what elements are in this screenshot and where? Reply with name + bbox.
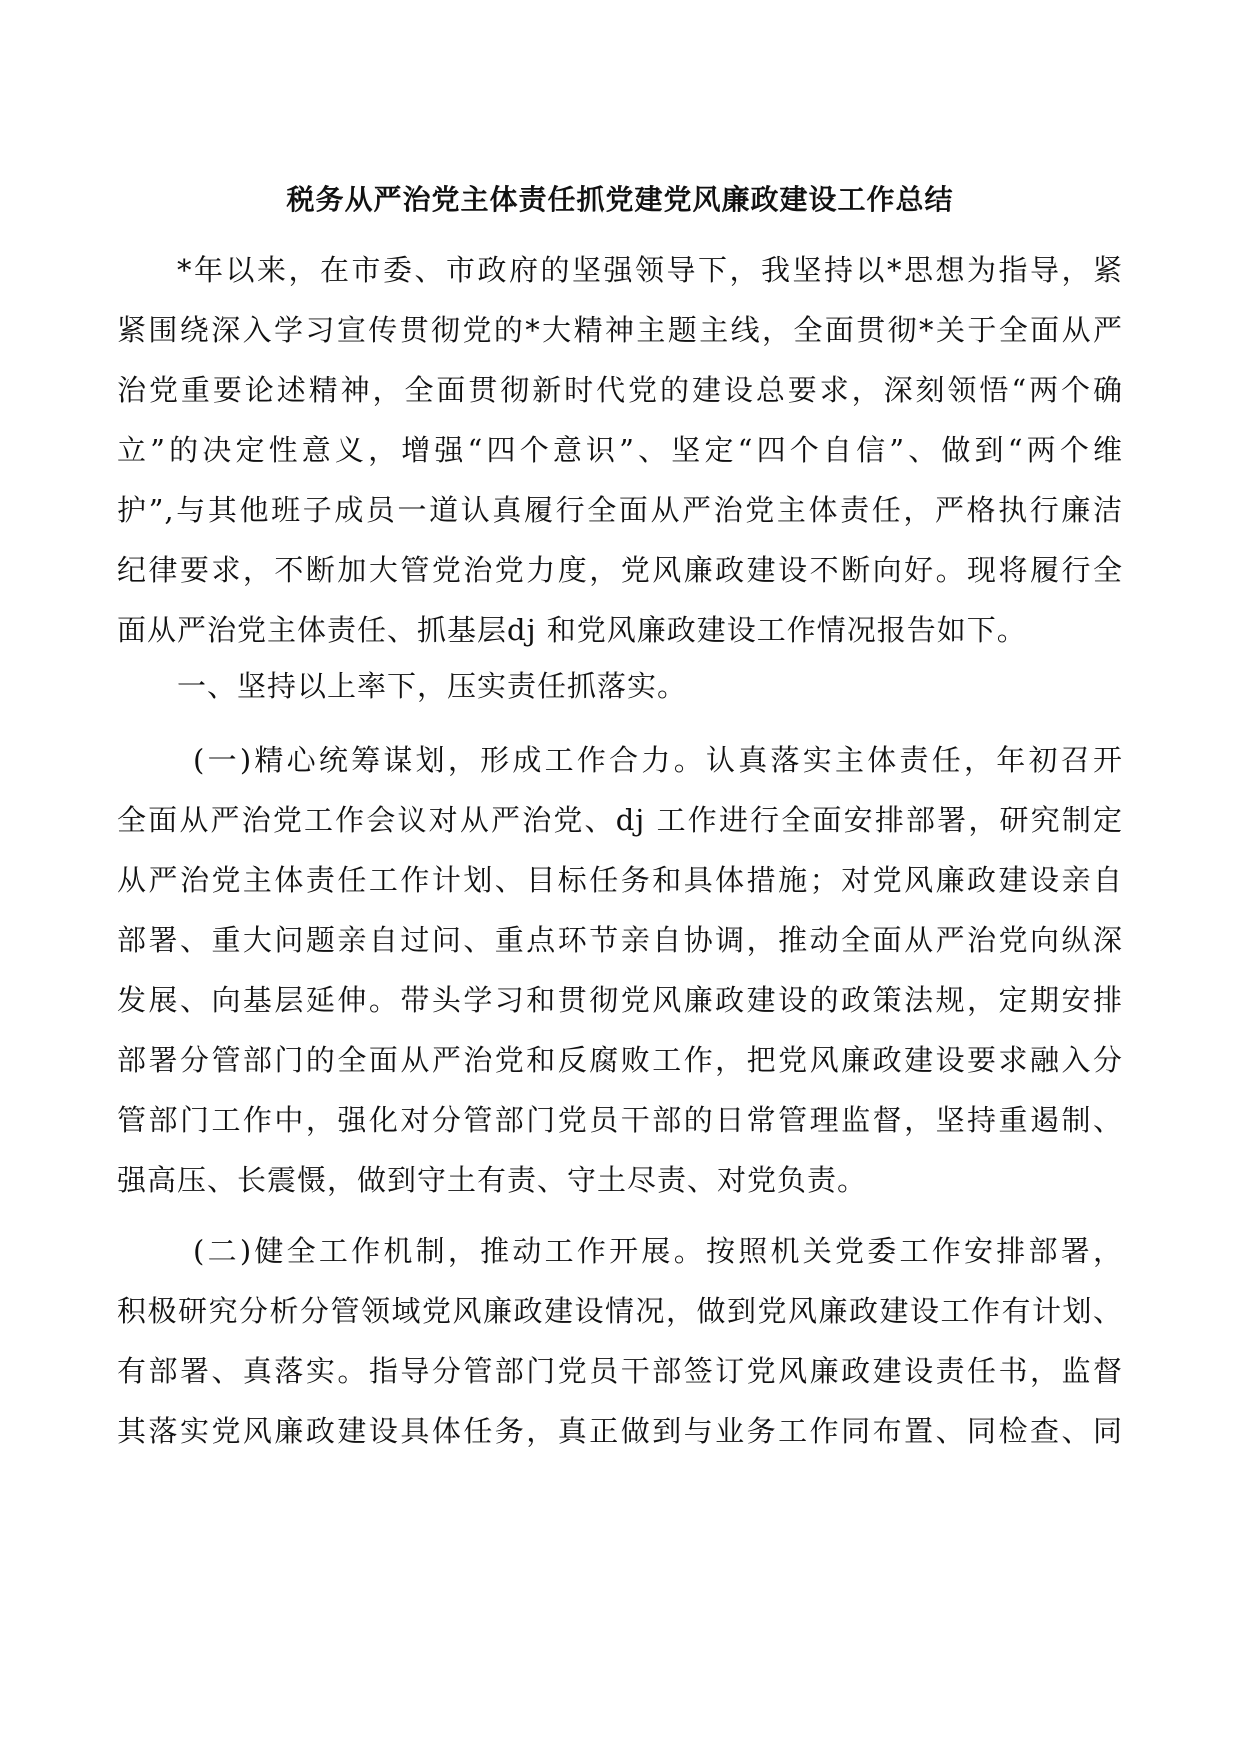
paragraph-subsection-2	[117, 1221, 1123, 1461]
paragraph-line: 管部门工作中，强化对分管部门党员干部的日常管理监督，坚持重遏制、	[117, 1103, 1123, 1137]
paragraph-line: 治党重要论述精神，全面贯彻新时代党的建设总要求，深刻领悟“两个确	[117, 373, 1123, 407]
paragraph-line: 发展、向基层延伸。带头学习和贯彻党风廉政建设的政策法规，定期安排	[117, 983, 1123, 1017]
paragraph-line: 其落实党风廉政建设具体任务，真正做到与业务工作同布置、同检查、同	[117, 1414, 1123, 1448]
paragraph-line: 部署分管部门的全面从严治党和反腐败工作，把党风廉政建设要求融入分	[117, 1043, 1123, 1077]
paragraph-line: 立”的决定性意义，增强“四个意识”、坚定“四个自信”、做到“两个维	[117, 433, 1123, 467]
section-heading	[117, 656, 1123, 716]
paragraph-line: (二)健全工作机制，推动工作开展。按照机关党委工作安排部署，	[193, 1234, 1123, 1268]
paragraph-line: *年以来，在市委、市政府的坚强领导下，我坚持以*思想为指导，紧	[177, 253, 1123, 287]
paragraph-line: (一)精心统筹谋划，形成工作合力。认真落实主体责任，年初召开	[193, 743, 1123, 777]
paragraph-subsection-1	[117, 730, 1123, 1210]
paragraph-line: 紧围绕深入学习宣传贯彻党的*大精神主题主线，全面贯彻*关于全面从严	[117, 313, 1123, 347]
paragraph-line: 全面从严治党工作会议对从严治党、dj 工作进行全面安排部署，研究制定	[117, 803, 1123, 837]
paragraph-line: 积极研究分析分管领域党风廉政建设情况，做到党风廉政建设工作有计划、	[117, 1294, 1123, 1328]
paragraph-line: 强高压、长震慑，做到守土有责、守土尽责、对党负责。	[117, 1163, 868, 1197]
paragraph-line: 从严治党主体责任工作计划、目标任务和具体措施；对党风廉政建设亲自	[117, 863, 1123, 897]
paragraph-line: 护”,与其他班子成员一道认真履行全面从严治党主体责任，严格执行廉洁	[117, 493, 1123, 527]
document-title: 税务从严治党主体责任抓党建党风廉政建设工作总结	[286, 183, 954, 216]
paragraph-line: 有部署、真落实。指导分管部门党员干部签订党风廉政建设责任书，监督	[117, 1354, 1123, 1388]
paragraph-intro	[117, 240, 1123, 660]
paragraph-line: 面从严治党主体责任、抓基层dj 和党风廉政建设工作情况报告如下。	[117, 613, 1027, 647]
paragraph-line: 部署、重大问题亲自过问、重点环节亲自协调，推动全面从严治党向纵深	[117, 923, 1123, 957]
paragraph-line: 纪律要求，不断加大管党治党力度，党风廉政建设不断向好。现将履行全	[117, 553, 1123, 587]
section-heading-text: 一、坚持以上率下，压实责任抓落实。	[177, 669, 688, 703]
